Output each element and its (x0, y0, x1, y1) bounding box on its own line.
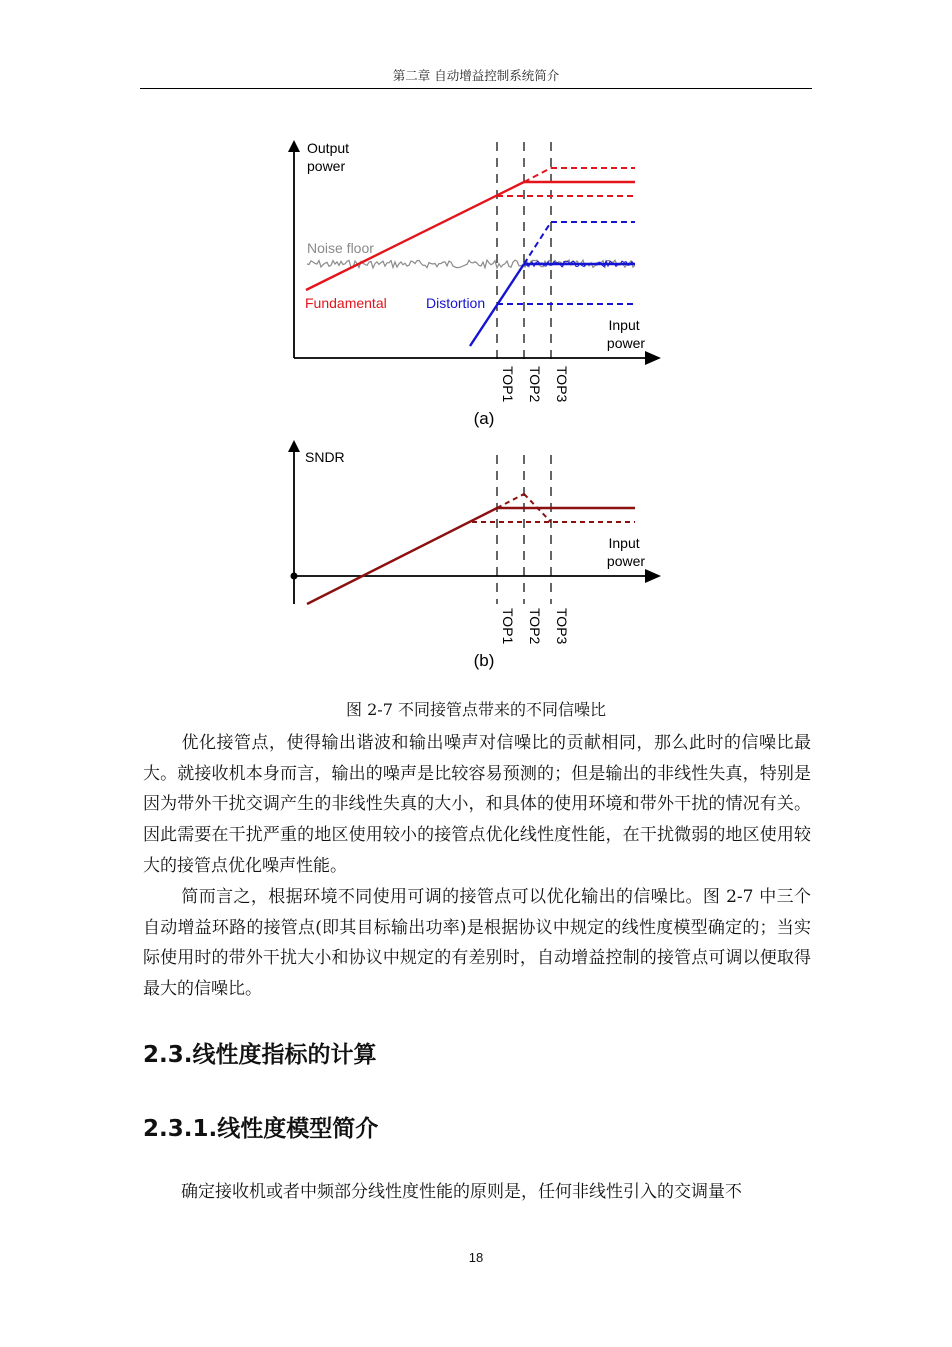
panel-a-top3-label: TOP3 (554, 366, 570, 403)
panel-b-caption: (b) (473, 651, 495, 670)
panel-a-x-arrow (645, 351, 661, 365)
panel-a (288, 140, 661, 428)
panel-a-top2-label: TOP2 (527, 366, 543, 403)
paragraph-1-text: 优化接管点，使得输出谐波和输出噪声对信噪比的贡献相同，那么此时的信噪比最大。就接收机本身而言，输出的噪声是比较容易预测的；但是输出的非线性失真，特别是因为带外干扰交调产生的非线性失真的大小，和具体的使用环境和带外干扰的情况有关。因此需要在干扰严重的地区使用较小的接管点优化线性度性能，在干扰微弱的地区使用较大的接管点优化噪声性能。 (143, 733, 811, 876)
panel-b-origin-dot (291, 573, 298, 580)
distortion-label: Distortion (426, 295, 486, 311)
panel-b-top3-label: TOP3 (554, 608, 570, 645)
panel-b-x-label: Input power (606, 535, 646, 569)
panel-a-top1-label: TOP1 (500, 366, 516, 403)
panel-b-y-arrow (288, 440, 300, 452)
subsection-heading: 2.3.1.线性度模型简介 (143, 1116, 379, 1142)
paragraph-2 (143, 882, 811, 1005)
paragraph-3 (143, 1177, 811, 1208)
figure-caption: 图 2-7 不同接管点带来的不同信噪比 (346, 700, 606, 719)
distortion-top3-rise (524, 222, 551, 264)
section-heading: 2.3.线性度指标的计算 (143, 1042, 377, 1068)
paragraph-1 (143, 728, 811, 882)
paragraph-2-text: 简而言之，根据环境不同使用可调的接管点可以优化输出的信噪比。图 2-7 中三个自动增益环路的接管点(即其目标输出功率)是根据协议中规定的线性度模型确定的；当实际使用时的带外干扰大小和协议中规定的有差别时，自动增益控制的接管点可调以便取得最大的信噪比。 (143, 887, 811, 1000)
running-header: 第二章 自动增益控制系统简介 (392, 68, 560, 83)
panel-a-y-arrow (288, 140, 300, 152)
panel-b-y-label: SNDR (305, 449, 345, 465)
fundamental-line (306, 182, 524, 290)
panel-b-x-arrow (645, 569, 661, 583)
panel-a-y-label: Output power (307, 140, 350, 174)
sndr-top2-rise (497, 494, 524, 508)
panel-a-caption: (a) (473, 409, 495, 428)
panel-b (288, 440, 661, 670)
panel-b-top1-label: TOP1 (500, 608, 516, 645)
sndr-rise-line (307, 508, 497, 604)
fundamental-top3-rise (524, 168, 551, 182)
panel-a-x-label: Input power (606, 317, 646, 351)
page-number: 18 (468, 1250, 484, 1265)
paragraph-3-text: 确定接收机或者中频部分线性度性能的原则是，任何非线性引入的交调量不 (181, 1182, 742, 1202)
fundamental-label: Fundamental (305, 295, 387, 311)
noise-floor-label: Noise floor (307, 240, 374, 256)
panel-b-top2-label: TOP2 (527, 608, 543, 645)
